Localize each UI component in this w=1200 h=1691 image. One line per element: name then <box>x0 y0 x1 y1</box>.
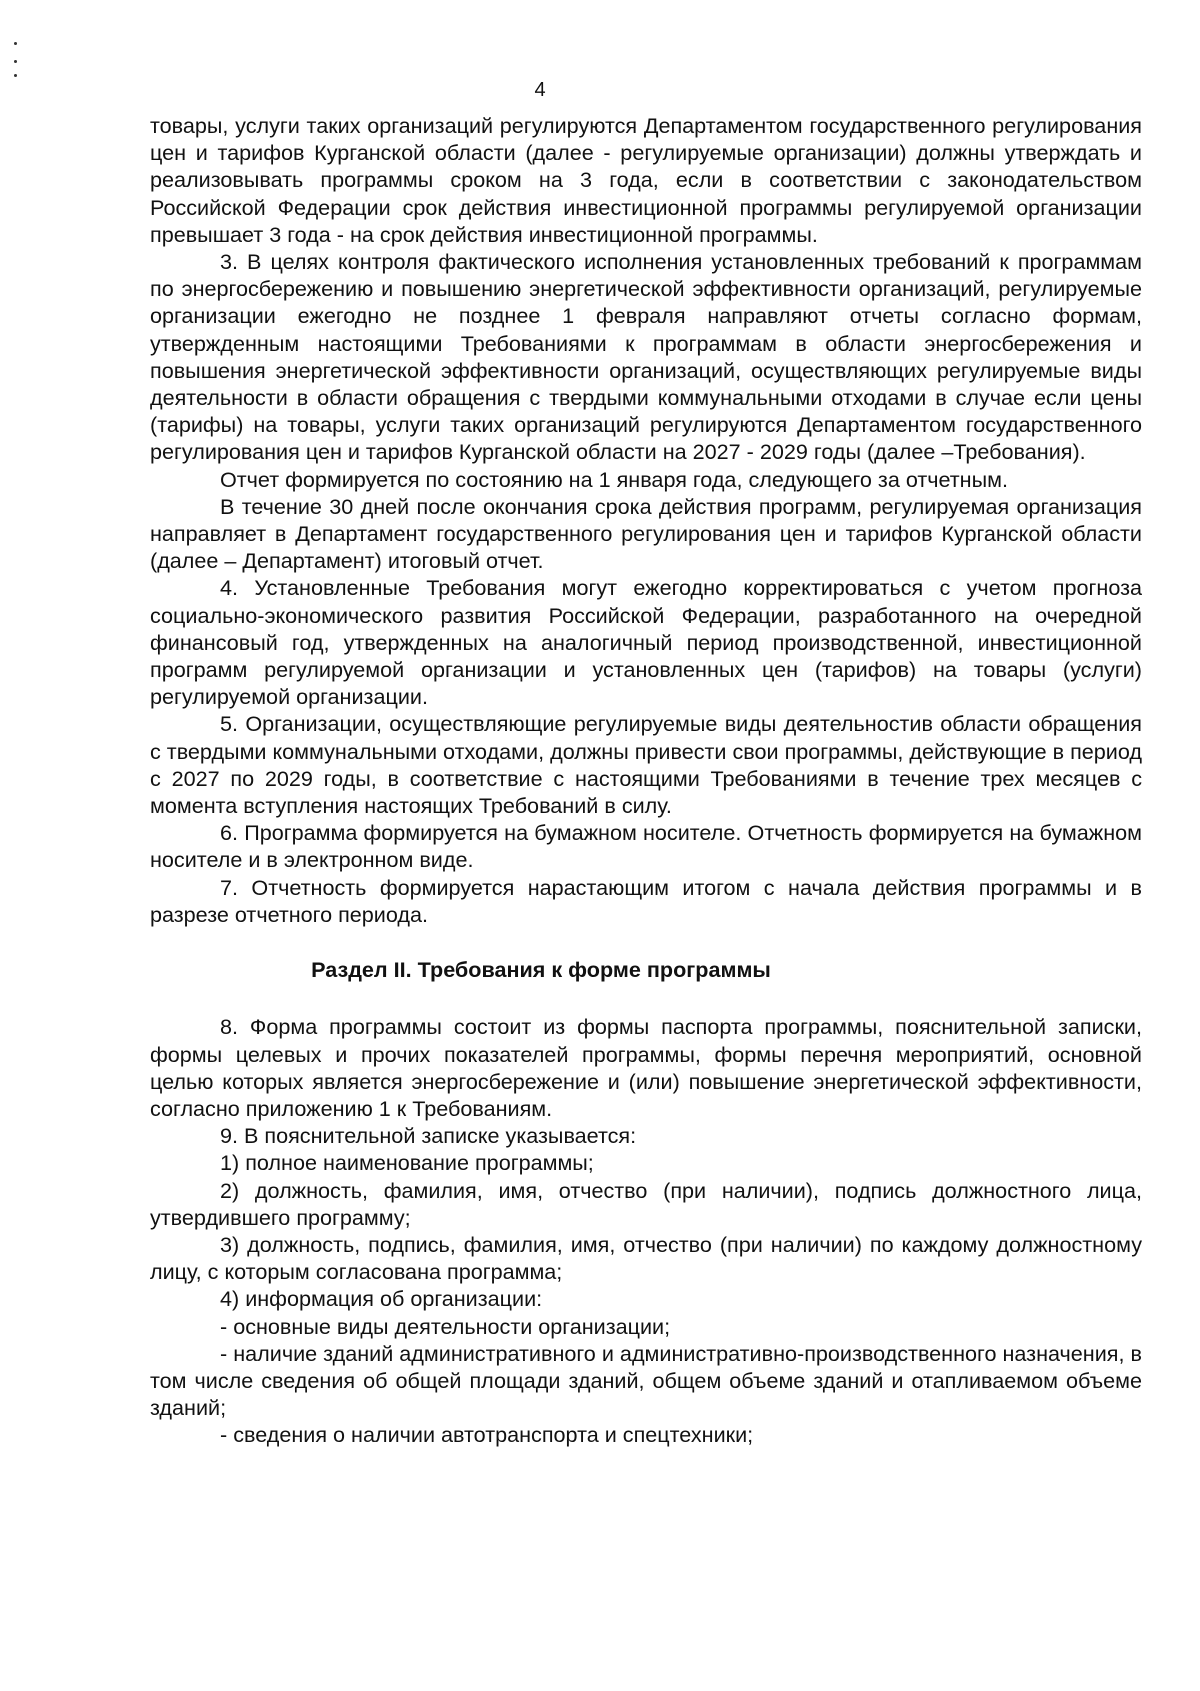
document-page <box>150 0 1142 1691</box>
paragraph: В течение 30 дней после окончания срока действия программ, регулируемая организация направляет в Департамент государственного регулирования цен и тарифов Курганской области (далее – Департамент) итоговый отчет. <box>150 493 1142 574</box>
paragraph: Отчет формируется по состоянию на 1 января года, следующего за отчетным. <box>220 466 1008 492</box>
paragraphs-after-section <box>150 1013 1142 1448</box>
paragraph: 4. Установленные Требования могут ежегодно корректироваться с учетом прогноза социально-экономического развития Российской Федерации, разработанного на очередной финансовый год, утвержденных на аналогичный период производственной, инвестиционной программ регулируемой организации и установленных цен (тарифов) на товары (услуги) регулируемой организации. <box>150 575 1142 710</box>
paragraph: товары, услуги таких организаций регулируются Департаментом государственного регулирования цен и тарифов Курганской области (далее - регулируемые организации) должны утверждать и реализовывать программы сроком на 3 года, если в соответствии с законодательством Российской Федерации срок действия инвестиционной программы регулируемой организации превышает 3 года - на срок действия инвестиционной программы. <box>150 113 1142 247</box>
paragraph: 3. В целях контроля фактического исполнения установленных требований к программам по энергосбережению и повышению энергетической эффективности организаций, регулируемые организации ежегодно не позднее 1 февраля направляют отчеты согласно формам, утвержденным настоящими Требованиями к программам в области энергосбережения и повышения энергетической эффективности организаций, осуществляющих регулируемые виды деятельности в области обращения с твердыми коммунальными отходами в случае если цены (тарифы) на товары, услуги таких организаций регулируются Департаментом государственного регулирования цен и тарифов Курганской области на 2027 - 2029 годы (далее –Требования). <box>150 249 1142 465</box>
paragraph: - наличие зданий административного и административно-производственного назначения, в том числе сведения об общей площади зданий, общем объеме зданий и отапливаемом объеме зданий; <box>150 1340 1142 1421</box>
paragraph: 3) должность, подпись, фамилия, имя, отчество (при наличии) по каждому должностному лицу, с которым согласована программа; <box>150 1231 1142 1285</box>
paragraph: - сведения о наличии автотранспорта и спецтехники; <box>220 1422 754 1448</box>
paragraph: 7. Отчетность формируется нарастающим итогом с начала действия программы и в разрезе отчетного периода. <box>150 874 1142 927</box>
paragraphs-before-section <box>150 112 1142 928</box>
paragraph: 4) информация об организации: <box>220 1286 543 1312</box>
scan-speck <box>14 74 17 77</box>
scan-speck <box>14 60 17 63</box>
paragraph: 8. Форма программы состоит из формы паспорта программы, пояснительной записки, формы целевых и прочих показателей программы, формы перечня мероприятий, основной целью которых является энергосбережение и (или) повышение энергетической эффективности, согласно приложению 1 к Требованиям. <box>150 1014 1142 1121</box>
document-body <box>150 112 1142 1449</box>
scan-speck <box>14 42 17 45</box>
paragraph: 1) полное наименование программы; <box>220 1150 594 1176</box>
paragraph: 9. В пояснительной записке указывается: <box>220 1123 637 1149</box>
page-number: 4 <box>534 79 546 101</box>
paragraph: 6. Программа формируется на бумажном носителе. Отчетность формируется на бумажном носителе и в электронном виде. <box>150 820 1142 873</box>
paragraph: - основные виды деятельности организации; <box>220 1313 671 1339</box>
paragraph: 2) должность, фамилия, имя, отчество (при наличии), подпись должностного лица, утвердившего программу; <box>150 1177 1142 1230</box>
paragraph: 5. Организации, осуществляющие регулируемые виды деятельностив области обращения с твердыми коммунальными отходами, должны привести свои программы, действующие в период с 2027 по 2029 годы, в соответствие с настоящими Требованиями в течение трех месяцев с момента вступления настоящих Требований в силу. <box>150 711 1142 819</box>
section-title: Раздел II. Требования к форме программы <box>311 957 771 983</box>
